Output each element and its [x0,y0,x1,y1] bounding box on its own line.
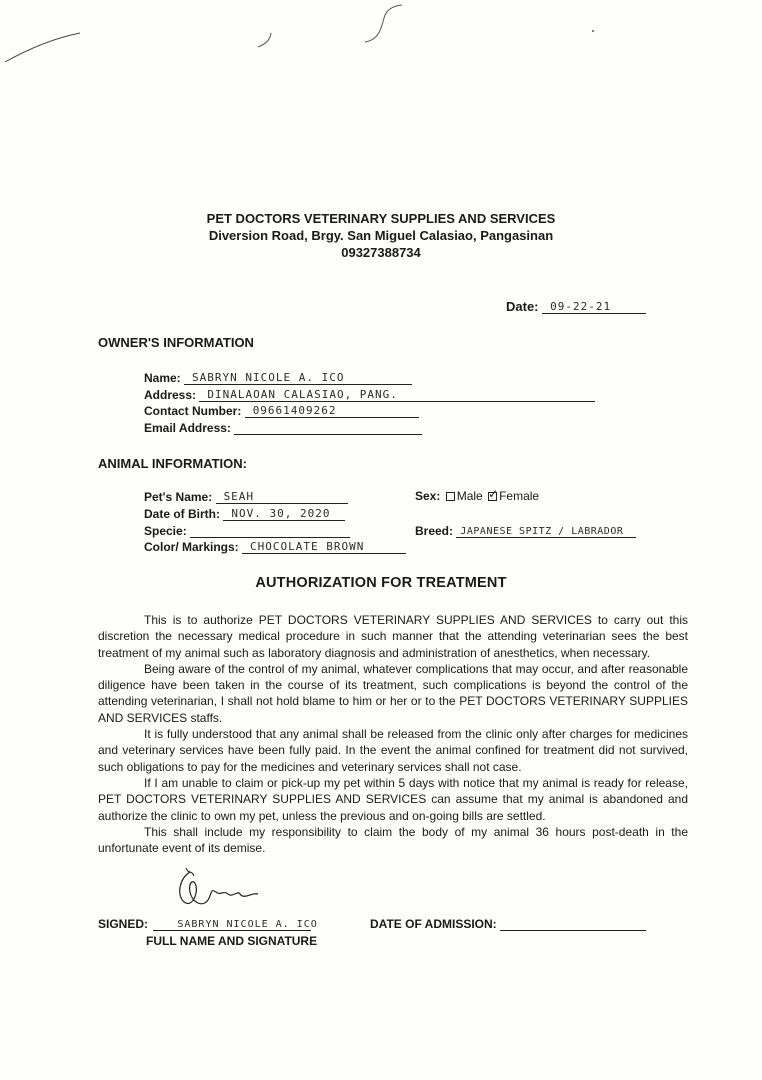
pet-name-field [144,489,348,504]
specie-label: Specie: [144,524,187,538]
owner-email-field [144,420,422,435]
scan-artifacts [0,0,762,120]
owner-name-label: Name: [144,371,181,385]
pet-name-value: SEAH [223,490,255,503]
date-value: 09-22-21 [550,300,612,313]
handwritten-signature [168,864,264,914]
owner-contact-field [144,403,419,418]
signed-label: SIGNED: [98,917,149,931]
signed-field [98,916,318,931]
color-field [144,539,406,554]
dob-value: NOV. 30, 2020 [231,507,331,520]
dob-field [144,506,345,521]
signature-caption: FULL NAME AND SIGNATURE [146,934,318,948]
color-label: Color/ Markings: [144,540,239,554]
owner-address-field [144,387,595,402]
sex-male-checkbox [446,492,455,501]
authorization-body [98,612,688,856]
owner-name-field [144,370,412,385]
authorization-paragraph: If I am unable to claim or pick-up my pet within 5 days with notice that my animal is ready for release, PET DOCTORS VETERINARY SUPPLIES AND SERVICES can assume that my animal is abandoned and authorize the clinic to own my pet, unless the previous and on-going bills are settled. [98,775,688,823]
authorization-paragraph: This shall include my responsibility to claim the body of my animal 36 hours post-death in the unfortunate event of its demise. [98,824,688,856]
breed-value: JAPANESE SPITZ / LABRADOR [460,526,624,537]
specie-field [144,523,350,538]
owner-email-value [234,421,242,434]
sex-male-label: Male [456,489,483,503]
admission-date-value [500,917,508,930]
owner-contact-label: Contact Number: [144,404,242,418]
owner-section-title: OWNER'S INFORMATION [98,335,254,350]
owner-name-value: SABRYN NICOLE A. ICO [192,371,345,384]
business-phone: 09327388734 [341,245,421,260]
date-field [506,298,646,314]
owner-contact-value: 09661409262 [252,404,337,417]
business-name: PET DOCTORS VETERINARY SUPPLIES AND SERVICES [206,211,556,226]
dob-label: Date of Birth: [144,507,220,521]
specie-value [190,524,198,537]
sex-label: Sex: [415,489,441,503]
authorization-paragraph: This is to authorize PET DOCTORS VETERINARY SUPPLIES AND SERVICES to carry out this discretion the necessary medical procedure in such manner that the attending veterinarian sees the best treatment of my animal such as laboratory diagnosis and administration of anesthetics, when necessary. [98,613,688,660]
business-address: Diversion Road, Brgy. San Miguel Calasiao, Pangasinan [208,228,554,243]
admission-date-label: DATE OF ADMISSION: [370,917,497,931]
color-value: CHOCOLATE BROWN [250,540,365,553]
authorization-paragraph: It is fully understood that any animal shall be released from the clinic only after charges for medicines and veterinary services have been fully paid. In the event the animal confined for treatment did not survived, such obligations to pay for the medicines and veterinary services shall not case. [98,727,688,774]
breed-label: Breed: [415,524,454,538]
authorization-paragraph: Being aware of the control of my animal, whatever complications that may occur, and after reasonable diligence have been taken in the course of its treatment, such complications is beyond the control of the attending veterinarian, I shall not hold blame to him or her or to the PET DOCTORS VETERINARY SUPPLIES AND SERVICES staffs. [98,661,688,725]
animal-section-title: ANIMAL INFORMATION: [98,456,247,471]
owner-email-label: Email Address: [144,421,231,435]
sex-female-label: Female [499,489,540,503]
pet-name-label: Pet's Name: [144,490,213,504]
sex-female-checkbox [488,492,497,501]
owner-address-value: DINALAOAN CALASIAO, PANG. [207,388,398,401]
document-header [0,210,762,261]
admission-date-field [370,916,646,931]
sex-field [415,489,539,503]
breed-field [415,523,636,538]
signed-name: SABRYN NICOLE A. ICO [177,919,318,930]
authorization-title: AUTHORIZATION FOR TREATMENT [255,575,507,591]
date-label: Date: [506,299,539,314]
owner-address-label: Address: [144,388,197,402]
